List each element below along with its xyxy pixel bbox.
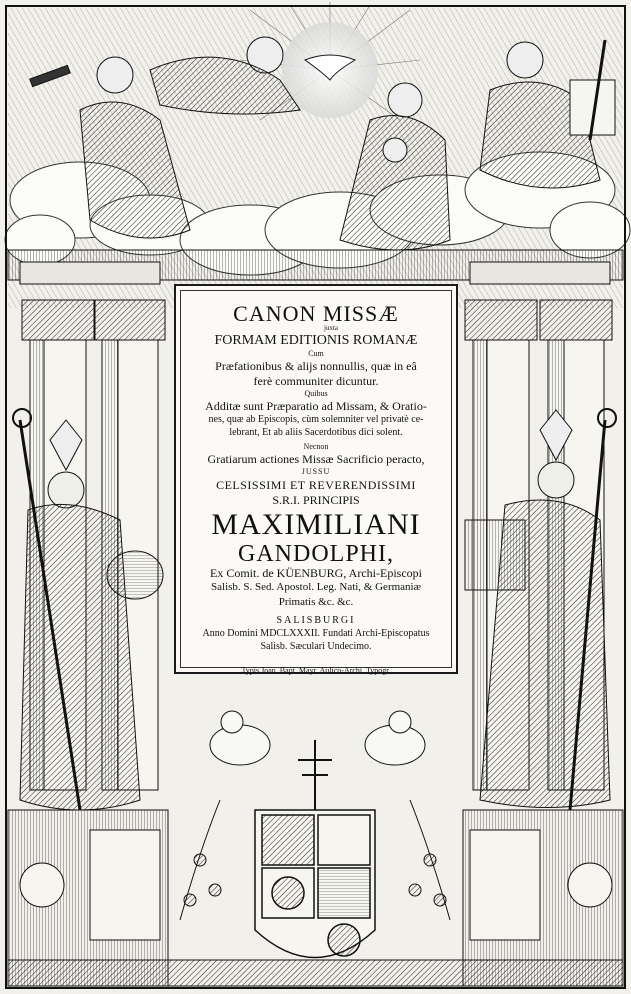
title-quibus: Quibus [304,389,328,398]
title-gandolphi: GANDOLPHI, [238,541,394,567]
title-ex-comit: Ex Comit. de KÜENBURG, Archi-Episcopi [210,566,422,580]
title-praefationibus: Præfationibus & alijs nonnullis, quæ in eâ [215,359,417,373]
title-lebrant: lebrant, Et ab aliis Sacerdotibus dici solent. [229,427,403,438]
title-salisb-sed: Salisb. S. Sed. Apostol. Leg. Nati, & Germaniæ [211,581,421,593]
title-fere-communiter: ferè communiter dicuntur. [253,374,379,388]
coat-of-arms-shield [255,810,375,958]
title-sri-principis: S.R.I. PRINCIPIS [272,493,360,507]
title-salisburgi: SALISBURGI [276,615,356,626]
title-juxta: juxta [324,324,338,332]
title-cum: Cum [308,349,324,358]
title-nes-quae: nes, quæ ab Episcopis, cùm solemniter vel privatè ce- [208,414,424,425]
title-celsissimi: CELSISSIMI ET REVERENDISSIMI [216,478,416,492]
title-gratiarum: Gratiarum actiones Missæ Sacrificio peracto, [207,452,425,466]
title-necnon: Necnon [303,442,329,451]
title-primatis: Primatis &c. &c. [278,596,354,608]
title-maximiliani: MAXIMILIANI [211,508,421,541]
title-canon-missae: CANON MISSÆ [233,301,399,326]
title-formam-editionis: FORMAM EDITIONIS ROMANÆ [214,333,418,348]
title-jussu: JUSSU [301,467,331,476]
printer-imprint: Typis Joan. Bapt. Mayr, Aulico-Archi. Typogr. [241,666,391,675]
title-anno-domini: Anno Domini MDCLXXXII. Fundati Archi-Episcopatus [202,628,430,639]
title-saeculari: Salisb. Sæculari Undecimo. [260,641,372,652]
title-additae-sunt: Additæ sunt Præparatio ad Missam, & Oratio- [205,399,427,413]
